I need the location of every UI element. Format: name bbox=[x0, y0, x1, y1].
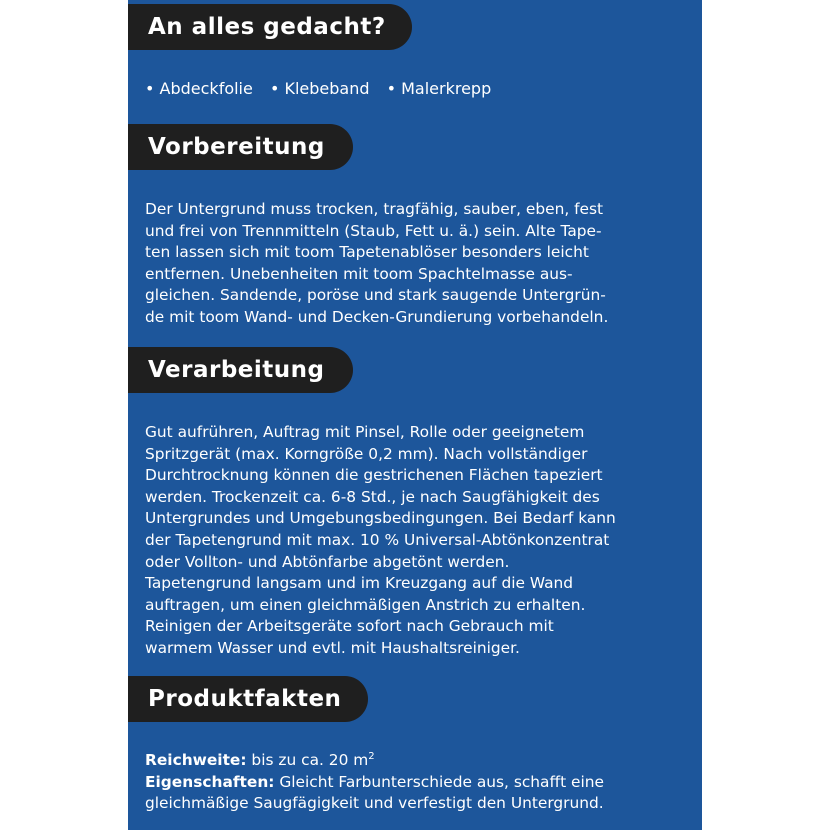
processing-line: werden. Trockenzeit ca. 6-8 Std., je nach Saugfähigkeit des bbox=[145, 487, 600, 506]
facts-heading: Produktfakten bbox=[128, 676, 368, 722]
processing-text bbox=[145, 422, 693, 660]
processing-line: Spritzgerät (max. Korngröße 0,2 mm). Nach vollständiger bbox=[145, 444, 588, 463]
facts-text bbox=[145, 750, 693, 815]
checklist-item: • Abdeckfolie bbox=[145, 79, 253, 98]
preparation-line: ten lassen sich mit toom Tapetenablöser besonders leicht bbox=[145, 243, 589, 262]
coverage-line bbox=[145, 750, 693, 772]
processing-line: Gut aufrühren, Auftrag mit Pinsel, Rolle oder geeignetem bbox=[145, 423, 585, 441]
processing-line: Untergrundes und Umgebungsbedingungen. Bei Bedarf kann bbox=[145, 509, 616, 528]
preparation-line: Der Untergrund muss trocken, tragfähig, sauber, eben, fest bbox=[145, 200, 604, 218]
coverage-value: bis zu ca. 20 m bbox=[246, 751, 369, 769]
coverage-label: Reichweite: bbox=[145, 751, 247, 769]
product-info-panel bbox=[128, 0, 702, 830]
processing-line: auftragen, um einen gleichmäßigen Anstrich zu erhalten. bbox=[145, 595, 586, 614]
processing-line: oder Vollton- und Abtönfarbe abgetönt werden. bbox=[145, 552, 510, 571]
preparation-heading: Vorbereitung bbox=[128, 124, 353, 170]
properties-line bbox=[145, 772, 693, 794]
preparation-line: entfernen. Unebenheiten mit toom Spachtelmasse aus- bbox=[145, 264, 573, 283]
preparation-line: gleichen. Sandende, poröse und stark saugende Untergrün- bbox=[145, 286, 606, 305]
processing-line: der Tapetengrund mit max. 10 % Universal-Abtönkonzentrat bbox=[145, 530, 610, 549]
checklist-item: • Klebeband bbox=[269, 79, 370, 98]
processing-line: warmem Wasser und evtl. mit Haushaltsreiniger. bbox=[145, 638, 520, 657]
coverage-unit-exponent: 2 bbox=[368, 750, 375, 762]
properties-value: Gleicht Farbunterschiede aus, schafft eine bbox=[274, 772, 604, 791]
processing-line: Reinigen der Arbeitsgeräte sofort nach Gebrauch mit bbox=[145, 617, 554, 636]
checklist-heading: An alles gedacht? bbox=[128, 4, 412, 50]
checklist-items bbox=[145, 78, 503, 100]
preparation-text bbox=[145, 199, 693, 329]
properties-line-2: gleichmäßige Saugfägigkeit und verfestigt den Untergrund. bbox=[145, 794, 604, 813]
processing-heading: Verarbeitung bbox=[128, 347, 353, 393]
checklist-item: • Malerkrepp bbox=[386, 79, 492, 98]
properties-label: Eigenschaften: bbox=[145, 772, 275, 791]
processing-line: Durchtrocknung können die gestrichenen Flächen tapeziert bbox=[145, 466, 603, 485]
preparation-line: de mit toom Wand- und Decken-Grundierung vorbehandeln. bbox=[145, 307, 609, 326]
preparation-line: und frei von Trennmitteln (Staub, Fett u. ä.) sein. Alte Tape- bbox=[145, 221, 602, 240]
processing-line: Tapetengrund langsam und im Kreuzgang auf die Wand bbox=[145, 574, 574, 593]
